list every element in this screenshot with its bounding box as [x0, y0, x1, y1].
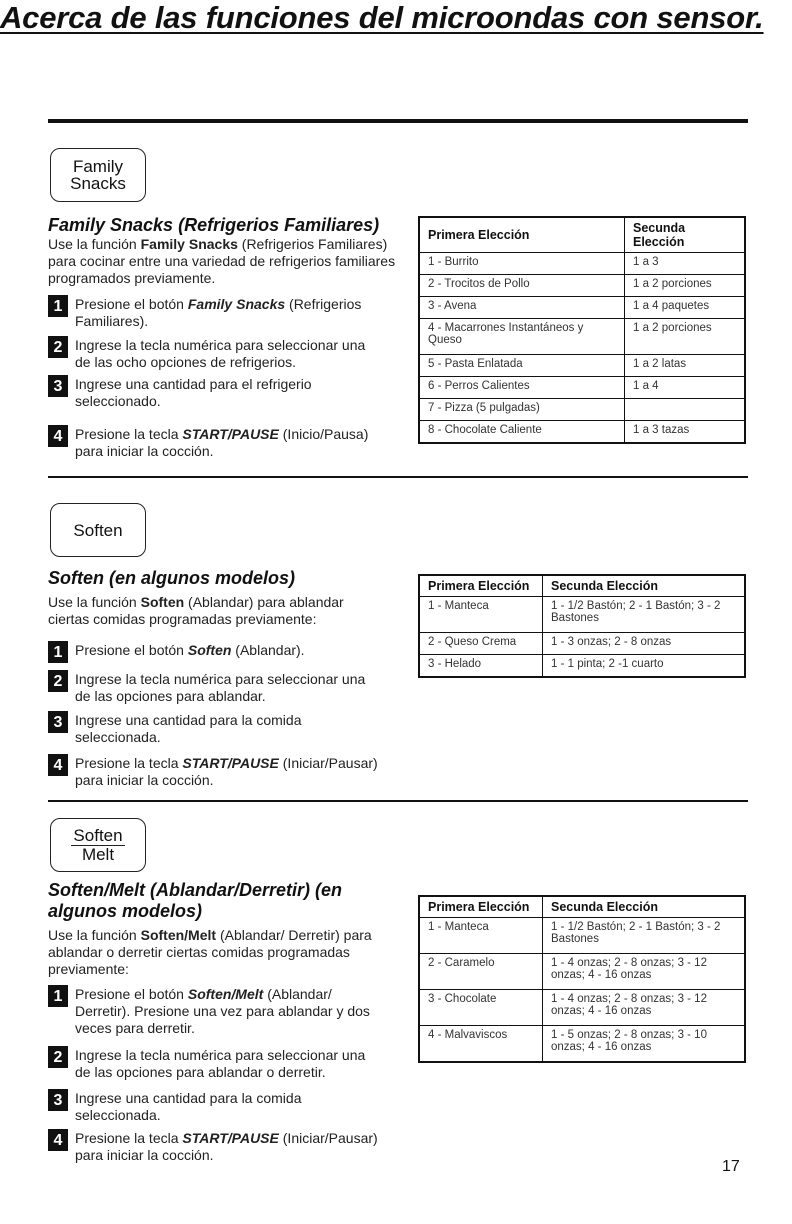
table-cell: 1 - Manteca	[419, 918, 543, 954]
step-number: 3	[48, 711, 68, 733]
key-label-line: Snacks	[70, 174, 126, 193]
step-1	[48, 642, 380, 663]
section-intro: Use la función Family Snacks (Refrigerios Familiares) para cocinar entre una variedad de refrigerios familiares programados previamente.	[48, 236, 396, 286]
step-number: 2	[48, 670, 68, 692]
step-3	[48, 376, 380, 410]
table-header: Primera Elección	[419, 896, 543, 918]
table-cell: 1 a 4	[625, 377, 746, 399]
table-row	[419, 990, 745, 1026]
table-row	[419, 954, 745, 990]
table-row	[419, 253, 745, 275]
section-heading: Soften (en algunos modelos)	[48, 568, 296, 588]
table-cell: 1 - 4 onzas; 2 - 8 onzas; 3 - 12 onzas; 4 - 16 onzas	[543, 990, 746, 1026]
table-header: Secunda Elección	[543, 575, 746, 597]
table-header: Primera Elección	[419, 217, 625, 253]
step-4	[48, 755, 380, 789]
step-number: 2	[48, 336, 68, 358]
step-1	[48, 296, 380, 330]
table-cell	[625, 399, 746, 421]
step-text: Presione la tecla START/PAUSE (Iniciar/Pausar) para iniciar la cocción.	[75, 755, 378, 788]
table-cell: 1 a 2 porciones	[625, 319, 746, 355]
table-header-row	[419, 575, 745, 597]
section-divider	[48, 800, 748, 802]
step-text: Ingrese la tecla numérica para seleccionar una de las opciones para ablandar.	[75, 671, 366, 704]
table-cell: 8 - Chocolate Caliente	[419, 421, 625, 443]
step-text: Ingrese la tecla numérica para seleccionar una de las ocho opciones de refrigerios.	[75, 337, 366, 370]
table-cell: 4 - Malvaviscos	[419, 1026, 543, 1062]
table-row	[419, 655, 745, 677]
page-title: Acerca de las funciones del microondas con sensor.	[0, 0, 764, 35]
table-row	[419, 377, 745, 399]
step-number: 2	[48, 1046, 68, 1068]
step-text: Ingrese una cantidad para el refrigerio seleccionado.	[75, 376, 312, 409]
step-text: Ingrese la tecla numérica para seleccionar una de las opciones para ablandar o derretir.	[75, 1047, 366, 1080]
section-divider	[48, 476, 748, 478]
step-text: Presione la tecla START/PAUSE (Iniciar/Pausar) para iniciar la cocción.	[75, 1130, 378, 1163]
step-4	[48, 426, 380, 460]
soften-key-icon	[50, 503, 146, 557]
step-3	[48, 1090, 380, 1124]
soften-table	[418, 574, 746, 678]
table-row	[419, 597, 745, 633]
table-cell: 1 - 1/2 Bastón; 2 - 1 Bastón; 3 - 2 Bastones	[543, 918, 746, 954]
step-2	[48, 337, 380, 371]
step-2	[48, 671, 380, 705]
soften-melt-key-icon	[50, 818, 146, 872]
table-cell: 1 a 3	[625, 253, 746, 275]
step-3	[48, 712, 380, 746]
table-cell: 2 - Trocitos de Pollo	[419, 275, 625, 297]
step-number: 4	[48, 1129, 68, 1151]
table-row	[419, 355, 745, 377]
table-cell: 1 - Manteca	[419, 597, 543, 633]
table-cell: 1 - Burrito	[419, 253, 625, 275]
table-cell: 2 - Caramelo	[419, 954, 543, 990]
family-snacks-key-icon	[50, 148, 146, 202]
step-number: 1	[48, 295, 68, 317]
table-header-row	[419, 217, 745, 253]
table-cell: 3 - Avena	[419, 297, 625, 319]
soften-melt-table	[418, 895, 746, 1063]
table-cell: 1 a 3 tazas	[625, 421, 746, 443]
section-heading: Family Snacks (Refrigerios Familiares)	[48, 215, 380, 235]
step-1	[48, 986, 380, 1037]
step-text: Presione el botón Soften (Ablandar).	[75, 642, 305, 658]
step-number: 3	[48, 1089, 68, 1111]
step-number: 1	[48, 641, 68, 663]
key-label-line: Soften	[73, 826, 123, 845]
table-cell: 5 - Pasta Enlatada	[419, 355, 625, 377]
page-number: 17	[722, 1158, 740, 1175]
table-cell: 3 - Helado	[419, 655, 543, 677]
table-cell: 1 - 4 onzas; 2 - 8 onzas; 3 - 12 onzas; 4 - 16 onzas	[543, 954, 746, 990]
table-cell: 2 - Queso Crema	[419, 633, 543, 655]
step-number: 4	[48, 425, 68, 447]
section-intro: Use la función Soften/Melt (Ablandar/ Derretir) para ablandar o derretir ciertas comidas programadas previamente:	[48, 927, 372, 977]
step-text: Presione la tecla START/PAUSE (Inicio/Pausa) para iniciar la cocción.	[75, 426, 369, 459]
section-heading: Soften/Melt (Ablandar/Derretir) (en algunos modelos)	[48, 880, 343, 921]
table-header: Primera Elección	[419, 575, 543, 597]
table-header: Secunda Elección	[625, 217, 746, 253]
key-label-line: Family	[72, 157, 124, 176]
key-label-line: Melt	[81, 845, 115, 864]
table-cell: 7 - Pizza (5 pulgadas)	[419, 399, 625, 421]
table-row	[419, 275, 745, 297]
table-row	[419, 918, 745, 954]
step-number: 3	[48, 375, 68, 397]
table-cell: 1 a 2 latas	[625, 355, 746, 377]
table-header-row	[419, 896, 745, 918]
step-number: 1	[48, 985, 68, 1007]
table-row	[419, 319, 745, 355]
table-row	[419, 297, 745, 319]
step-text: Presione el botón Family Snacks (Refrigerios Familiares).	[75, 296, 362, 329]
table-row	[419, 1026, 745, 1062]
step-text: Ingrese una cantidad para la comida seleccionada.	[75, 712, 302, 745]
table-cell: 4 - Macarrones Instantáneos y Queso	[419, 319, 625, 355]
table-cell: 1 - 1 pinta; 2 -1 cuarto	[543, 655, 746, 677]
title-rule	[48, 119, 748, 123]
table-cell: 1 - 3 onzas; 2 - 8 onzas	[543, 633, 746, 655]
table-row	[419, 633, 745, 655]
step-text: Presione el botón Soften/Melt (Ablandar/ Derretir). Presione una vez para ablandar y dos veces para derretir.	[75, 986, 370, 1036]
table-cell: 6 - Perros Calientes	[419, 377, 625, 399]
table-header: Secunda Elección	[543, 896, 746, 918]
family-snacks-table	[418, 216, 746, 444]
table-row	[419, 421, 745, 443]
key-label-line: Soften	[73, 520, 123, 540]
step-number: 4	[48, 754, 68, 776]
table-cell: 1 a 4 paquetes	[625, 297, 746, 319]
table-cell: 1 - 1/2 Bastón; 2 - 1 Bastón; 3 - 2 Bastones	[543, 597, 746, 633]
table-row	[419, 399, 745, 421]
step-4	[48, 1130, 380, 1164]
step-2	[48, 1047, 380, 1081]
section-intro: Use la función Soften (Ablandar) para ablandar ciertas comidas programadas previamente:	[48, 594, 344, 627]
table-cell: 1 - 5 onzas; 2 - 8 onzas; 3 - 10 onzas; 4 - 16 onzas	[543, 1026, 746, 1062]
table-cell: 3 - Chocolate	[419, 990, 543, 1026]
step-text: Ingrese una cantidad para la comida seleccionada.	[75, 1090, 302, 1123]
table-cell: 1 a 2 porciones	[625, 275, 746, 297]
